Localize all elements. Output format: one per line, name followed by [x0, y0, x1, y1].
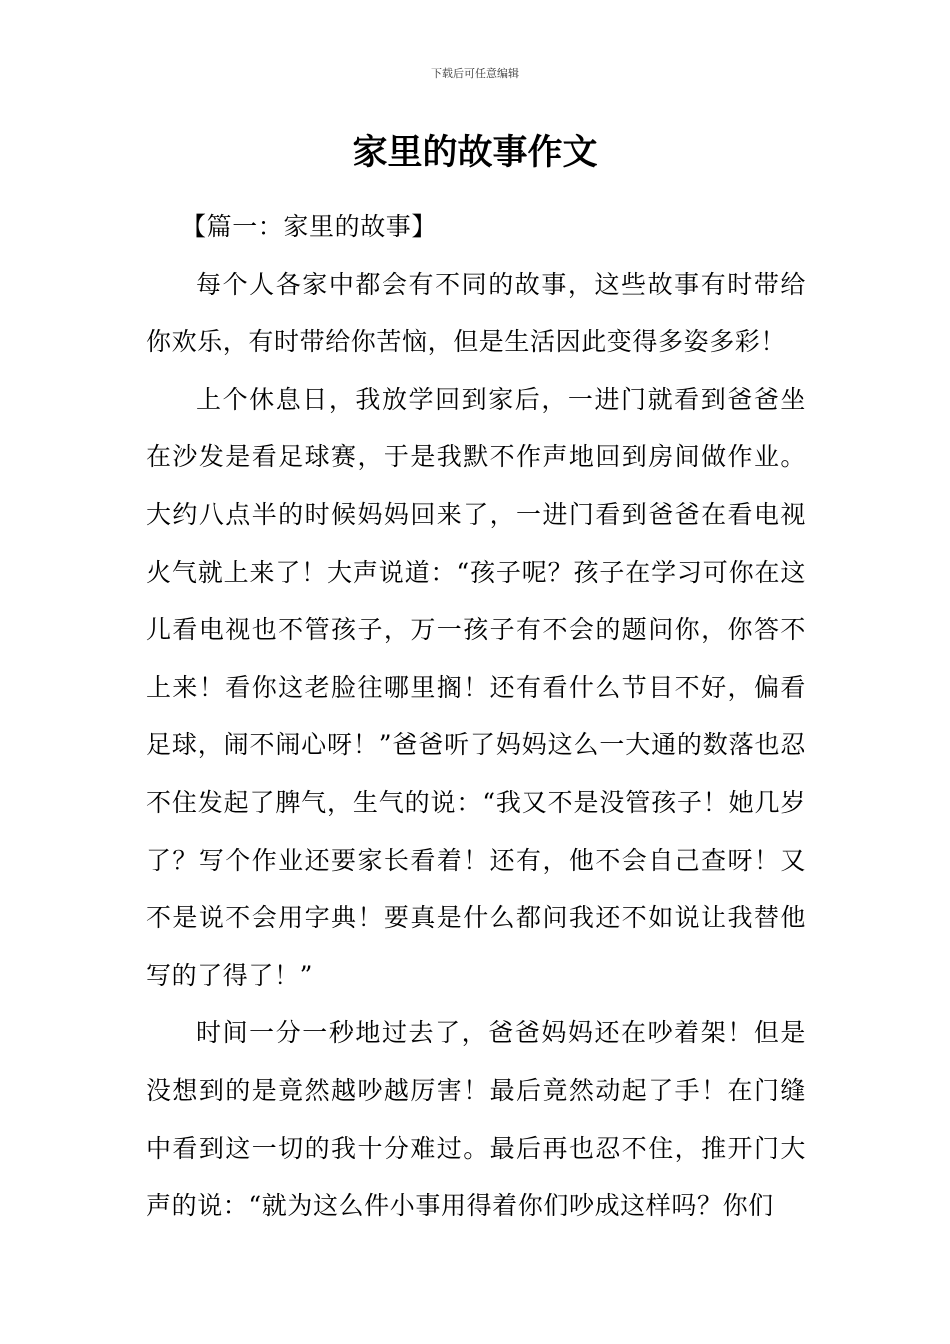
- page-header-note: 下载后可任意编辑: [431, 67, 519, 80]
- paragraph-2: 上个休息日，我放学回到家后，一进门就看到爸爸坐在沙发是看足球赛，于是我默不作声地回到房间做作业。大约八点半的时候妈妈回来了，一进门看到爸爸在看电视火气就上来了！大声说道：“孩子呢？孩子在学习可你在这儿看电视也不管孩子，万一孩子有不会的题问你，你答不上来！看你这老脸往哪里搁！还有看什么节目不好，偏看足球，闹不闹心呀！”爸爸听了妈妈这么一大通的数落也忍不住发起了脾气，生气的说：“我又不是没管孩子！她几岁了？写个作业还要家长看着！还有，他不会自己查呀！又不是说不会用字典！要真是什么都问我还不如说让我替他写的了得了！”: [146, 384, 806, 990]
- document-body: [146, 198, 806, 1235]
- paragraph-1: 每个人各家中都会有不同的故事，这些故事有时带给你欢乐，有时带给你苦恼，但是生活因此变得多姿多彩！: [146, 269, 806, 357]
- section-heading: 【篇一：家里的故事】: [181, 212, 438, 241]
- document-title: 家里的故事作文: [352, 133, 598, 173]
- paragraph-3: 时间一分一秒地过去了，爸爸妈妈还在吵着架！但是没想到的是竟然越吵越厉害！最后竟然动起了手！在门缝中看到这一切的我十分难过。最后再也忍不住，推开门大声的说：“就为这么件小事用得着你们吵成这样吗？你们: [146, 1018, 806, 1221]
